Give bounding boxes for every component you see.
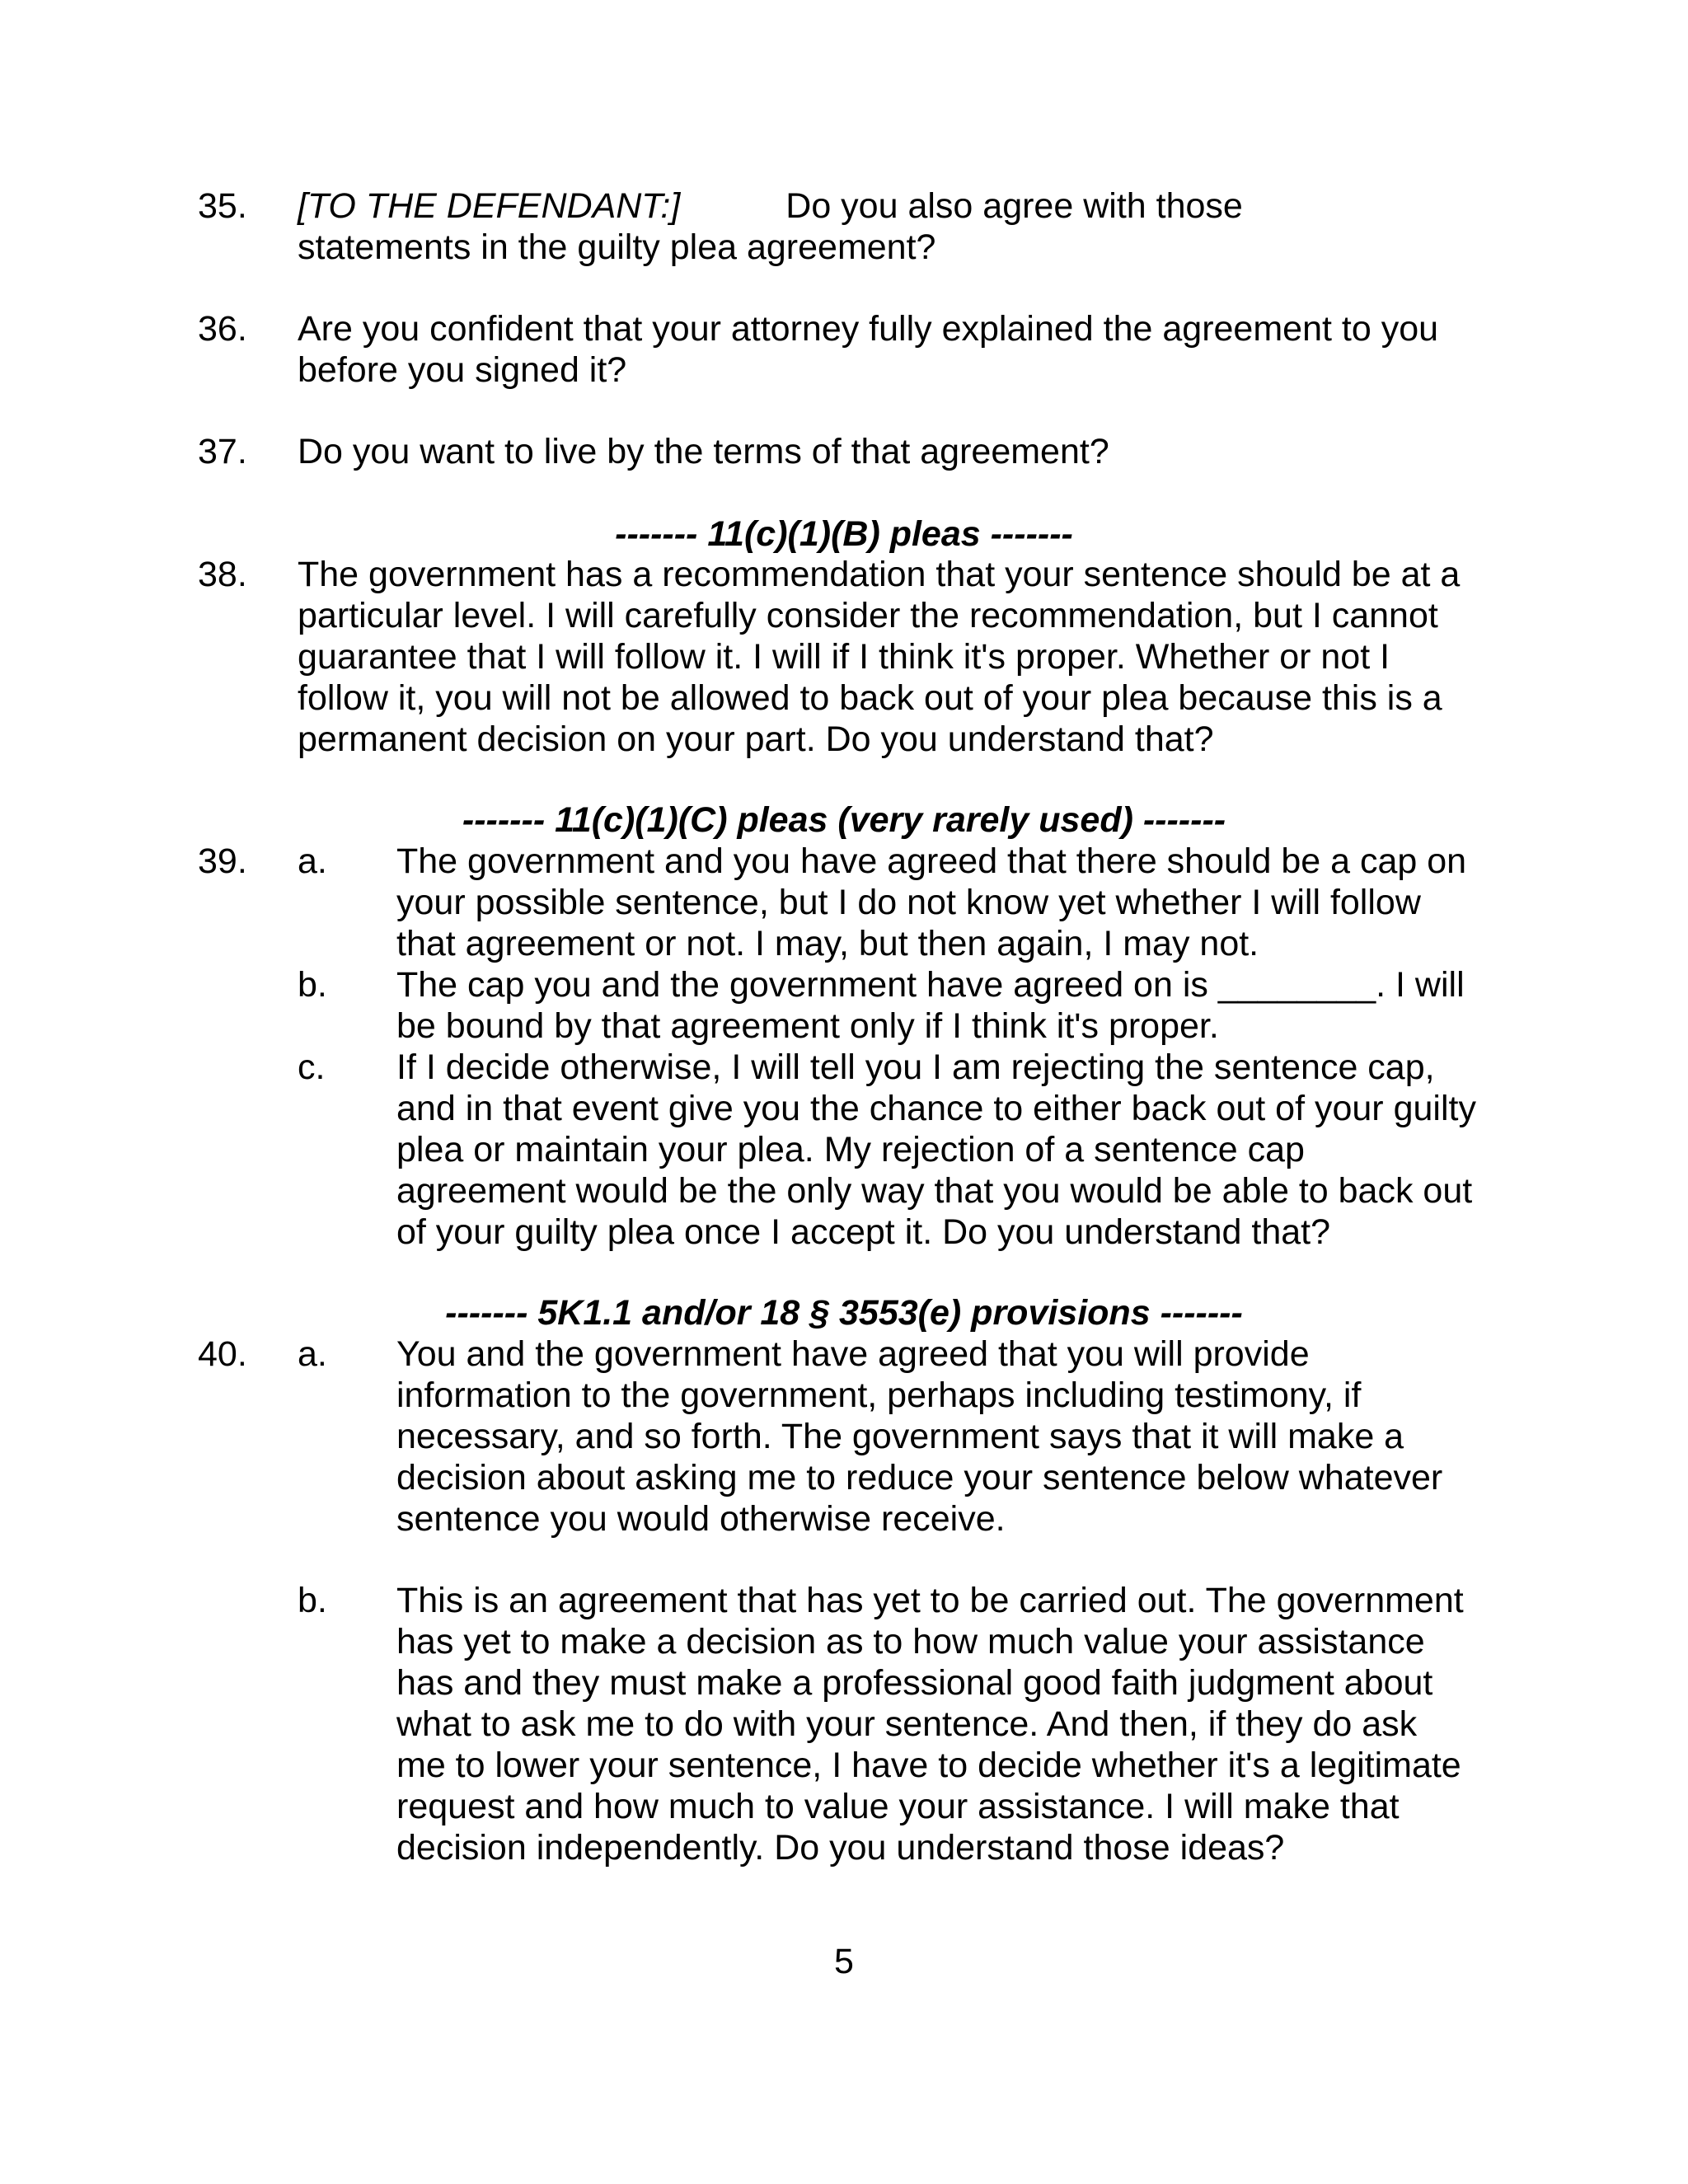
question-number: 37.: [198, 432, 247, 471]
subitem-line: decision independently. Do you understand those ideas?: [396, 1828, 1285, 1868]
subitem-line: necessary, and so forth. The government says that it will make a: [396, 1417, 1404, 1456]
question-text: [298, 554, 1509, 760]
question-line: follow it, you will not be allowed to back out of your plea because this is a: [298, 678, 1442, 718]
question-line: Do you want to live by the terms of that agreement?: [298, 432, 1109, 471]
subitem-text-a: [396, 841, 1517, 964]
subitem-letter-a: a.: [298, 1334, 327, 1374]
question-number: 36.: [198, 309, 247, 349]
question-line: before you signed it?: [298, 350, 627, 390]
page-number: 5: [834, 1942, 854, 1981]
subitem-letter-a: a.: [298, 841, 327, 881]
subitem-line: sentence you would otherwise receive.: [396, 1499, 1006, 1539]
question-number: 35.: [198, 186, 247, 226]
question-number: 38.: [198, 555, 247, 594]
question-line: permanent decision on your part. Do you understand that?: [298, 719, 1214, 759]
subitem-line: and in that event give you the chance to either back out of your guilty: [396, 1089, 1476, 1128]
subitem-line: has yet to make a decision as to how much value your assistance: [396, 1622, 1425, 1661]
subitem-line: You and the government have agreed that you will provide: [396, 1334, 1310, 1374]
subitem-letter-c: c.: [298, 1047, 326, 1087]
subitem-line: The cap you and the government have agreed on is ________. I will: [396, 965, 1465, 1005]
question-line: The government has a recommendation that your sentence should be at a: [298, 555, 1461, 594]
subitem-text-a: [396, 1333, 1517, 1540]
subitem-text-c: [396, 1047, 1517, 1253]
subitem-line: your possible sentence, but I do not know yet whether I will follow: [396, 883, 1421, 922]
question-number: 39.: [198, 841, 247, 881]
question-line: particular level. I will carefully consider the recommendation, but I cannot: [298, 596, 1438, 635]
subitem-line: The government and you have agreed that there should be a cap on: [396, 841, 1467, 881]
subitem-line: has and they must make a professional good faith judgment about: [396, 1663, 1433, 1703]
subitem-letter-b: b.: [298, 965, 327, 1005]
question-line: Are you confident that your attorney fully explained the agreement to you: [298, 309, 1439, 349]
subitem-line: agreement would be the only way that you would be able to back out: [396, 1171, 1473, 1211]
section-heading-5k11: ------- 5K1.1 and/or 18 § 3553(e) provisions -------: [445, 1293, 1243, 1333]
subitem-line: decision about asking me to reduce your sentence below whatever: [396, 1458, 1443, 1497]
question-line: Do you also agree with those: [785, 186, 1243, 226]
question-text: [298, 185, 1509, 268]
question-line: guarantee that I will follow it. I will if I think it's proper. Whether or not I: [298, 637, 1390, 677]
subitem-line: me to lower your sentence, I have to decide whether it's a legitimate: [396, 1746, 1461, 1785]
subitem-letter-b: b.: [298, 1581, 327, 1620]
subitem-text-b: [396, 964, 1517, 1047]
question-text: [298, 431, 1509, 472]
subitem-line: that agreement or not. I may, but then again, I may not.: [396, 924, 1259, 963]
instruction-label: [TO THE DEFENDANT:]: [298, 186, 681, 226]
subitem-line: request and how much to value your assistance. I will make that: [396, 1787, 1400, 1826]
subitem-line: plea or maintain your plea. My rejection of a sentence cap: [396, 1130, 1305, 1169]
subitem-line: what to ask me to do with your sentence. And then, if they do ask: [396, 1704, 1418, 1744]
subitem-line: This is an agreement that has yet to be carried out. The government: [396, 1581, 1464, 1620]
subitem-line: be bound by that agreement only if I think it's proper.: [396, 1006, 1219, 1046]
subitem-text-b: [396, 1580, 1517, 1868]
subitem-line: If I decide otherwise, I will tell you I am rejecting the sentence cap,: [396, 1047, 1435, 1087]
section-heading-11c1c: ------- 11(c)(1)(C) pleas (very rarely used) -------: [462, 800, 1226, 840]
question-line: statements in the guilty plea agreement?: [298, 227, 936, 267]
question-number: 40.: [198, 1334, 247, 1374]
subitem-line: of your guilty plea once I accept it. Do you understand that?: [396, 1212, 1331, 1252]
question-text: [298, 308, 1509, 391]
subitem-line: information to the government, perhaps including testimony, if: [396, 1376, 1362, 1415]
section-heading-11c1b: ------- 11(c)(1)(B) pleas -------: [615, 514, 1073, 554]
